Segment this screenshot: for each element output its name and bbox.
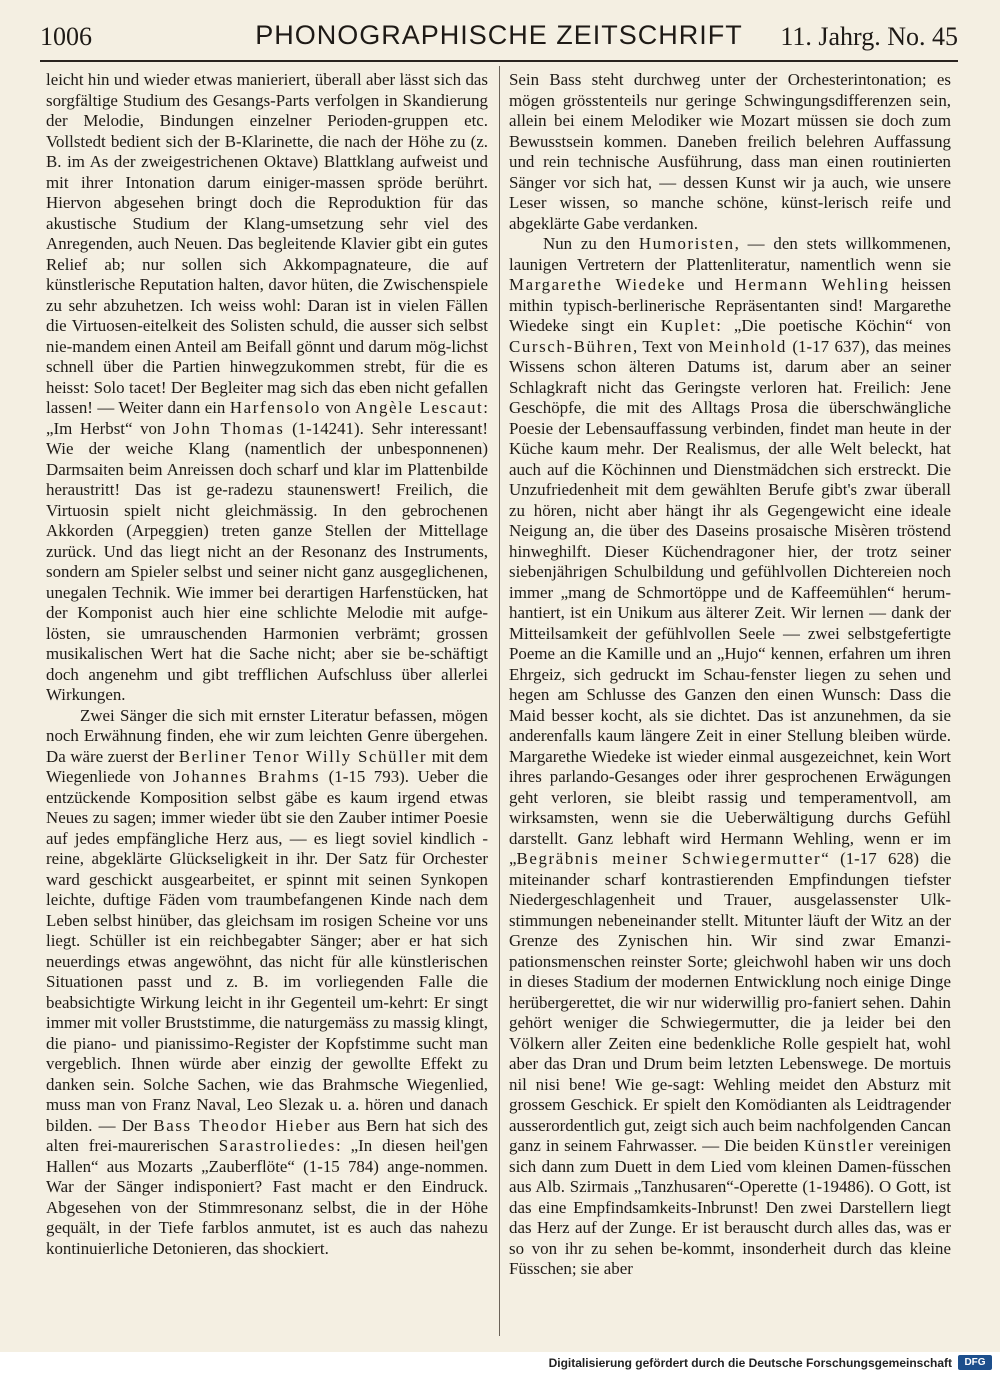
right-column [509,70,951,1280]
paragraph: leicht hin und wieder etwas manieriert, überall aber lässt sich das sorgfältige Studium des Gesangs-Parts verfolgen in Skandierung der Melodie, Bindungen einzelner Perioden-gruppen etc. Vollstedt bedient sich der B-Klarinette, die nach der Höhe zu (z. B. im As der zweigestrichenen Oktave) Blattklang aufweist und mit ihrer Intonation darum einiger-massen spröde berührt. Hiervon abgesehen bringt doch die Reproduktion für das akustische Studium der Klang-umsetzung sehr viel des Anregenden, auch Neuen. Das begleitende Klavier gibt ein gutes Relief ab; nur sollen sich Akkompagnateure, die auf künstlerische Reputation halten, davor hüten, die Zwischenspiele zu sehr abzuhetzen. Ich weiss wohl: Daran ist in vielen Fällen die Virtuosen-eitelkeit des Solisten schuld, die ausser sich selbst nie-mandem einen Anteil am Beifall gönnt und darum mög-lichst schnell über die Partien hinwegzukommen strebt, für die es heisst: Solo tacet! Der Begleiter mag sich das eben nicht gefallen lassen! — Weiter dann ein Harfensolo von Angèle Lescaut: „Im Herbst“ von John Thomas (1-14241). Sehr interessant! Wie der weiche Klang (namentlich der unbesponnenen) Darmsaiten beim Anreissen doch scharf und klar im Plattenbilde heraustritt! Das ist ge-radezu staunenswert! Freilich, die Virtuosin spielt nicht gleichmässig. In den gebrochenen Akkorden (Arpeggien) treten ganze Stellen der Mittellage zurück. Und das liegt nicht an der Resonanz des Instruments, sondern am Spieler selbst und seiner nicht ganz ausgeglichenen, unegalen Technik. Wie immer bei derartigen Harfenstücken, hat der Komponist auch hier eine schlichte Melodie mit aufge-lösten, sie umrauschenden Harmonien verbrämt; grossen musikalischen Wert hat die Sache nicht; aber sie be-schäftigt doch angenehm und gibt trefflichen Aufschluss über allerlei Wirkungen. [46,70,489,704]
dfg-credit: Digitalisierung gefördert durch die Deutsche Forschungsgemeinschaft [548,1356,952,1370]
paragraph: Zwei Sänger die sich mit ernster Literatur befassen, mögen noch Erwähnung finden, ehe wir zum leichten Genre übergehen. Da wäre zuerst der Berliner Tenor Willy Schüller mit dem Wiegenliede von Johannes Brahms (1-15 793). Ueber die entzückende Komposition selbst gäbe es kaum irgend etwas Neues zu sagen; immer wieder übt sie den Zauber intimer Poesie auf jedes empfängliche Herz aus, — es liegt soviel kindlich - reine, abgeklärte Glückseligkeit in ihr. Der Satz für Orchester ward geschickt ausgearbeitet, er spinnt mit seinen Synkopen leichte, duftige Fäden vom traumbefangenen Kinde nach dem Leben selbst hinüber, das gleichsam im rosigen Scheine vor uns liegt. Schüller ist ein reichbegabter Sänger; aber er hat sich neuerdings etwas angewöhnt, das nicht für alle künstlerischen Situationen passt und z. B. im vorliegenden Falle die beabsichtigte Wirkung leicht in ihr Gegenteil um-kehrt: Er singt immer mit voller Bruststimme, die naturgemäss zu massig klingt, die piano- und pianissimo-Register der Kopfstimme sucht man vergeblich. Ihnen würde aber einzig der gewollte Effekt zu danken sein. Solche Sachen, wie das Brahmsche Wiegenlied, muss man von Franz Naval, Leo Slezak u. a. hören und danach bilden. — Der Bass Theodor Hieber aus Bern hat sich des alten frei-maurerischen Sarastroliedes: „In diesen heil'gen Hallen“ aus Mozarts „Zauberflöte“ (1-15 784) ange-nommen. War der Sänger indisponiert? Fast macht er den Eindruck. Abgesehen von der Stimmresonanz selbst, die in der Höhe gequält, in der Tiefe farblos anmutet, ist es auch das nahezu kontinuierliche Detonieren, das shockiert. [46,705,489,1258]
column-divider [499,66,500,1336]
paragraph: Nun zu den Humoristen, — den stets willkommenen, launigen Vertretern der Plattenliteratur, namentlich wenn sie Margarethe Wiedeke und Hermann Wehling heissen mithin typisch-berlinerische Repräsentanten sind! Margarethe Wiedeke singt ein Kuplet: „Die poetische Köchin“ von Cursch-Bühren, Text von Meinhold (1-17 637), das meines Wissens schon älteren Datums ist, darum aber an seiner Schlagkraft nicht das Geringste verloren hat. Freilich: Jene Geschöpfe, die mit des Alltags Prosa die überschwängliche Poesie der Lebensauffassung verbinden, findet man heute in der Küche kaum mehr. Der Realismus, der alle Welt beleckt, hat auch auf die Köchinnen und Dienstmädchen sich erstreckt. Die Unzufriedenheit mit dem gewählten Berufe gibt's zwar überall zu hören, nicht aber hängt ihr als Gegengewicht eine ideale Neigung an, die über des Daseins prosaische Misèren tröstend hinweghilft. Dieser Küchendragoner hier, der trotz seiner siebenjährigen Schulbildung und gefühlvollen Dichtereien noch immer „mang de Schmortöppe und de Kaffeemühlen“ herum-hantiert, ist ein Unikum aus älterer Zeit. Wir lernen — dank der Mitteilsamkeit der gefühlvollen Seele — zwei selbstgefertigte Poeme an die Kamille und an „Hujo“ kennen, erfahren um ihren Ehrgeiz, sich gedruckt im Schau-fenster liegen zu sehen und hegen am Schlusse des Ganzen den einen Wunsch: Dass die Maid besser kocht, als sie dichtet. Das ist anzunehmen, da sie anderenfalls kaum längere Zeit in einer Stellung bleiben würde. Margarethe Wiedeke ist wieder einmal ausgezeichnet, kein Wort ihres parlando-Gesanges oder ihrer gesprochenen Erwägungen geht verloren, sie bleibt rassig und temperamentvoll, am wirksamsten, wenn sie die Ueberwältigung durchs Gefühl darstellt. Ganz lebhaft wird Hermann Wehling, wenn er im „Begräbnis meiner Schwiegermutter“ (1-17 628) die miteinander scharf kontrastierenden Empfindungen tiefster Niedergeschlagenheit und Trauer, ausgelassenster Ulk-stimmungen nebeneinander stellt. Mitunter läuft der Witz an der Grenze des Zynischen hin. Wir sind zwar Emanzi-pationsmenschen reinster Sorte; gleichwohl haben wir uns doch in dieses Stadium der modernen Entwicklung noch einige Dinge herübergerettet, die wir nur widerwillig pro-faniert sehen. Dahin gehört weniger die Schwiegermutter, die ja leider bei den Völkern aller Zeiten eine bedenkliche Rolle gespielt hat, wohl aber das Dran und Drum beim letzten Lebenswege. De mortuis nil nisi bene! Wie ge-sagt: Wehling meidet den Absturz mit grossem Geschick. Er spielt den Komödianten als Leidtragender ausserordentlich gut, zeigt sich auch beim nachfolgenden Cancan ganz in seinem Fahrwasser. — Die beiden Künstler vereinigen sich dann zum Duett in dem Lied vom kleinen Damen-füsschen aus Alb. Szirmais „Tanzhusaren“-Operette (1-19486). O Gott, ist das eine Empfindsamkeits-Inbrunst! Den zwei Darstellern liegt das Herz auf der Zunge. Er ist berauscht durch alles das, was er so von ihr zu sehen be-kommt, insonderheit durch das kleine Füsschen; sie aber [509,234,952,1278]
paragraph: Sein Bass steht durchweg unter der Orchesterintonation; es mögen grösstenteils nur geringe Schwingungsdifferenzen sein, allein bei einem Melodiker wie Mozart müssen sie doch zum Bewusstsein kommen. Daneben freilich belehren Auffassung und rein technische Ausführung, dass man einen routinierten Sänger vor sich hat, — dessen Kunst wir ja auch, wie unsere Leser wissen, so manche schöne, künst-lerisch reife und abgeklärte Gabe verdanken. [509,70,951,233]
left-column [46,70,488,1259]
digitization-footer [0,1352,1000,1375]
page-number: 1006 [40,22,92,51]
journal-title: PHONOGRAPHISCHE ZEITSCHRIFT [255,20,743,50]
dfg-logo-icon: DFG [958,1355,992,1370]
header-rule [40,60,958,62]
issue-label: 11. Jahrg. No. 45 [780,22,958,51]
page-header [40,20,958,56]
